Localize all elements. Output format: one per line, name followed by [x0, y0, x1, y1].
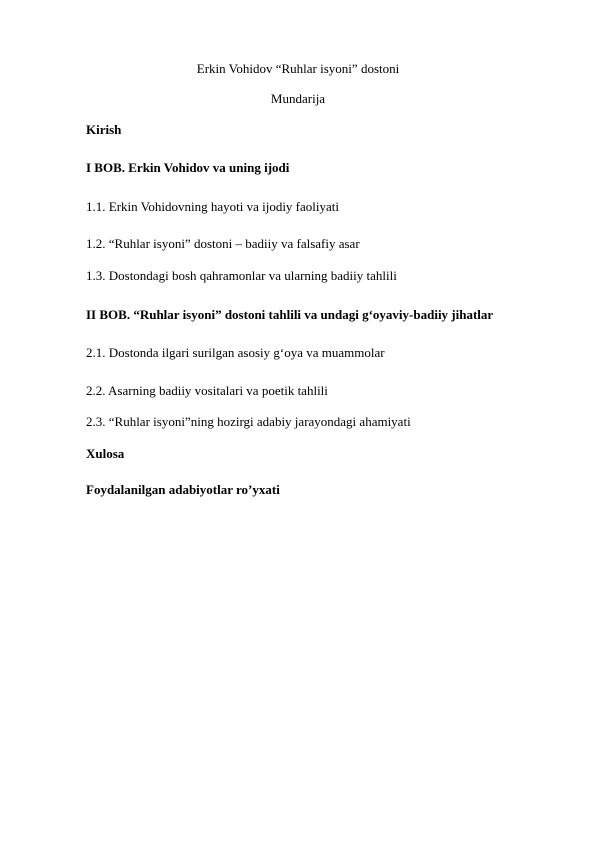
- toc-section-2-2: 2.2. Asarning badiiy vositalari va poetik tahlili: [86, 383, 328, 398]
- toc-item-kirish: Kirish: [86, 122, 122, 137]
- document-title: Erkin Vohidov “Ruhlar isyoni” dostoni: [196, 61, 400, 76]
- toc-item-references: Foydalanilgan adabiyotlar ro’yxati: [86, 482, 280, 497]
- toc-section-1-1: 1.1. Erkin Vohidovning hayoti va ijodiy faoliyati: [86, 199, 339, 214]
- document-subtitle: Mundarija: [270, 91, 326, 106]
- toc-section-2-3: 2.3. “Ruhlar isyoni”ning hozirgi adabiy jarayondagi ahamiyati: [86, 414, 411, 429]
- toc-section-2-1: 2.1. Dostonda ilgari surilgan asosiy g‘oya va muammolar: [86, 345, 385, 360]
- toc-item-xulosa: Xulosa: [86, 446, 125, 461]
- toc-section-1-2: 1.2. “Ruhlar isyoni” dostoni – badiiy va falsafiy asar: [86, 236, 360, 251]
- toc-chapter-1: I BOB. Erkin Vohidov va uning ijodi: [86, 160, 290, 175]
- toc-section-1-3: 1.3. Dostondagi bosh qahramonlar va ularning badiiy tahlili: [86, 268, 397, 283]
- toc-chapter-2: II BOB. “Ruhlar isyoni” dostoni tahlili va undagi g‘oyaviy-badiiy jihatlar: [86, 307, 494, 322]
